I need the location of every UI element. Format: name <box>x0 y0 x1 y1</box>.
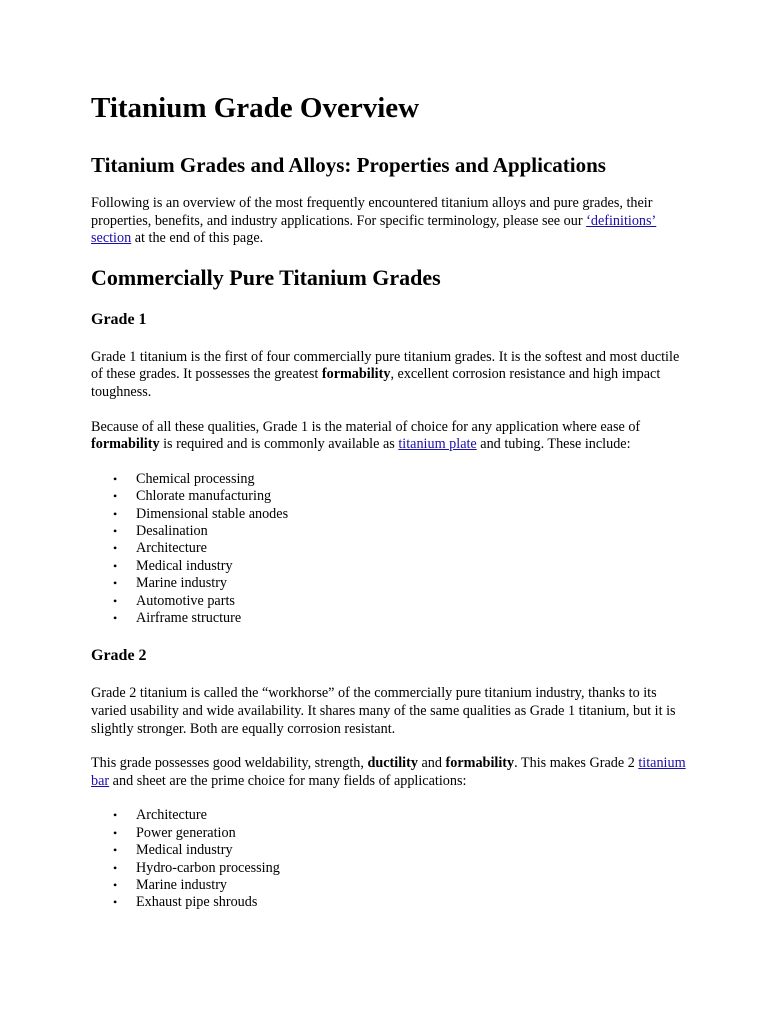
grade1-p1-text-a: Grade 1 titanium is the first of four commercially pure titanium grades. It is the softest and most ductile of these grades. It possesses the greatest <box>91 348 680 383</box>
list-item: • Exhaust pipe shrouds <box>136 894 691 911</box>
grade1-p2-bold: formability <box>91 436 160 453</box>
intro-paragraph <box>91 195 691 248</box>
grade1-paragraph-1 <box>91 349 691 402</box>
grade1-p2-text-a: Because of all these qualities, Grade 1 is the material of choice for any application where ease of <box>91 418 641 435</box>
grade2-applications-list <box>91 807 691 911</box>
list-item: • Dimensional stable anodes <box>136 506 691 523</box>
definitions-link[interactable]: ‘definitions’ section <box>91 212 657 247</box>
grade2-p2-bold-ductility: ductility <box>367 755 418 772</box>
grade2-p2-text-c: . This makes Grade 2 <box>514 755 639 772</box>
list-item: • Architecture <box>136 540 691 557</box>
page-title: Titanium Grade Overview <box>91 92 420 124</box>
document-content <box>91 86 691 930</box>
list-item: • Hydro-carbon processing <box>136 860 691 877</box>
list-item: • Airframe structure <box>136 610 691 627</box>
grade1-p2-text-c: and tubing. These include: <box>476 436 631 453</box>
intro-text-after: at the end of this page. <box>131 230 264 247</box>
list-item: • Power generation <box>136 825 691 842</box>
grade1-p1-text-b: , excellent corrosion resistance and high impact toughness. <box>91 366 661 400</box>
grade1-applications-list <box>91 471 691 628</box>
grade2-paragraph-1: Grade 2 titanium is called the “workhorse” of the commercially pure titanium industry, thanks to its varied usability and wide availability. It shares many of the same qualities as Grade 1 titanium, but it is slightly stronger. Both are equally corrosion resistant. <box>91 685 676 737</box>
grade1-heading: Grade 1 <box>91 310 147 328</box>
grade2-p2-text-a: This grade possesses good weldability, strength, <box>91 755 368 772</box>
list-item: • Medical industry <box>136 842 691 859</box>
grade1-paragraph-2 <box>91 419 691 454</box>
list-item: • Chemical processing <box>136 471 691 488</box>
grade2-p2-bold-formability: formability <box>445 755 515 772</box>
grade2-heading: Grade 2 <box>91 647 147 665</box>
titanium-bar-link[interactable]: titanium bar <box>91 755 686 789</box>
list-item: • Marine industry <box>136 575 691 592</box>
list-item: • Desalination <box>136 523 691 540</box>
grade2-p2-text-b: and <box>417 755 446 772</box>
grade2-p2-text-d: and sheet are the prime choice for many fields of applications: <box>109 772 467 789</box>
page-subtitle: Titanium Grades and Alloys: Properties and Applications <box>91 153 606 177</box>
section-title: Commercially Pure Titanium Grades <box>91 264 441 290</box>
list-item: • Automotive parts <box>136 593 691 610</box>
intro-text-before: Following is an overview of the most frequently encountered titanium alloys and pure grades, their properties, benefits, and industry applications. For specific terminology, please see our <box>91 195 653 229</box>
list-item: • Chlorate manufacturing <box>136 488 691 505</box>
grade1-p1-bold: formability <box>321 366 391 383</box>
list-item: • Medical industry <box>136 558 691 575</box>
list-item: • Marine industry <box>136 877 691 894</box>
titanium-plate-link[interactable]: titanium plate <box>398 436 477 453</box>
list-item: • Architecture <box>136 807 691 824</box>
grade2-paragraph-2 <box>91 755 691 790</box>
grade1-p2-text-b: is required and is commonly available as <box>159 436 399 453</box>
